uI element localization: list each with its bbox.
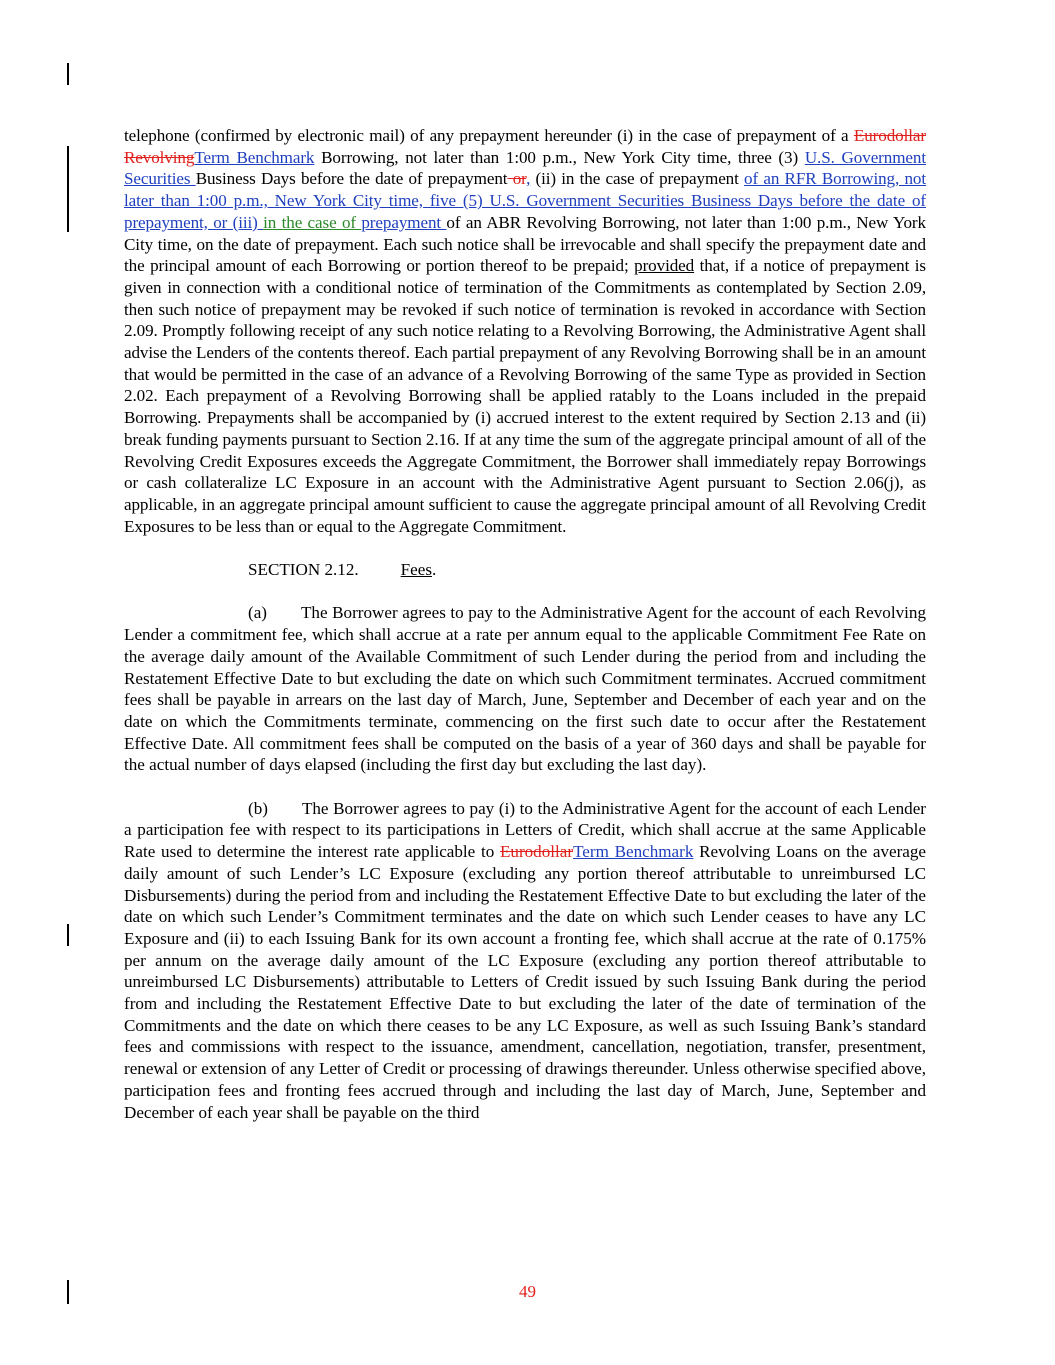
inserted-text: prepayment [361, 212, 447, 232]
moved-text: in the case of [263, 212, 362, 232]
text-run: that, if a notice of prepayment is given in connection with a conditional notice of termination of the Commitments as contemplated by Section 2.09, then such notice of prepayment may be revoked if such notice of termination is revoked in accordance with Section 2.09. Promptly following receipt of any such notice relating to a Revolving Borrowing, the Administrative Agent shall advise the Lenders of the contents thereof. Each partial prepayment of any Revolving Borrowing shall be in an amount that would be permitted in the case of an advance of a Revolving Borrowing of the same Type as provided in Section 2.02. Each prepayment of a Revolving Borrowing shall be applied ratably to the Loans included in the prepaid Borrowing. Prepayments shall be accompanied by (i) accrued interest to the extent required by Section 2.13 and (ii) break funding payments pursuant to Section 2.16. If at any time the sum of the aggregate principal amount of all of the Revolving Credit Exposures exceeds the Aggregate Commitment, the Borrower shall immediately repay Borrowings or cash collateralize LC Exposure in an account with the Administrative Agent pursuant to Section 2.06(j), as applicable, in an aggregate principal amount sufficient to cause the aggregate principal amount of all Revolving Credit Exposures to be less than or equal to the Aggregate Commitment. [124, 256, 926, 536]
deleted-text: or [507, 169, 527, 189]
inserted-text: of an RFR Borrowing, not later than 1:00 p.m., New York City time, five (5) U.S. Government Securities Business Days before the date of prepayment, or (iii) [124, 169, 926, 232]
section-title-period: . [431, 560, 437, 580]
underlined-term: provided [634, 256, 695, 276]
inserted-text: U.S. Government Securities [124, 147, 926, 189]
text-run: of an ABR Revolving Borrowing, not later than 1:00 p.m., New York City time, on the date of prepayment. Each such notice shall be irrevocable and shall specify the prepayment date and the principal amount of each Borrowing or portion thereof to be prepaid; [124, 212, 926, 276]
paragraph-a [124, 602, 926, 776]
section-title: Fees [400, 560, 432, 580]
paragraph-b-text-2: Revolving Loans on the average daily amount of such Lender’s LC Exposure (excluding any portion thereof attributable to unreimbursed LC Disbursements) during the period from and including the Restatement Effective Date to but excluding the later of the date on which such Lender’s Commitment terminates and the date on which such Lender ceases to have any LC Exposure and (ii) to each Issuing Bank for its own account a fronting fee, which shall accrue at the rate of 0.175% per annum on the average daily amount of the LC Exposure (excluding any portion thereof attributable to unreimbursed LC Disbursements) attributable to Letters of Credit issued by such Issuing Bank during the period from and including the Restatement Effective Date to but excluding the later of the date of termination of the Commitments and the date on which there ceases to be any LC Exposure, as well as such Issuing Bank’s standard fees and commissions with respect to the issuance, amendment, cancellation, negotiation, transfer, presentment, renewal or extension of any Letter of Credit or processing of drawings thereunder. Unless otherwise specified above, participation fees and fronting fees accrued through and including the last day of March, June, September and December of each year shall be payable on the third [124, 842, 926, 1122]
text-run: (ii) in the case of prepayment [530, 169, 745, 189]
paragraph-b-marker: (b) [248, 798, 268, 818]
prepayment-notice-paragraph [124, 125, 926, 537]
paragraph-a-marker: (a) [248, 603, 267, 623]
change-bar-top [67, 63, 69, 85]
inserted-text: Term Benchmark [194, 147, 315, 167]
inserted-text: , [526, 169, 531, 189]
change-bar-b [67, 924, 69, 946]
text-run: Borrowing, not later than 1:00 p.m., New York City time, three (3) [314, 147, 805, 167]
paragraph-b-text-1: The Borrower agrees to pay (i) to the Administrative Agent for the account of each Lender a participation fee with respect to its participations in Letters of Credit, which shall accrue at the same Applicable Rate used to determine the interest rate applicable to [124, 798, 926, 862]
inserted-text: Term Benchmark [573, 842, 694, 862]
paragraph-a-text: The Borrower agrees to pay to the Administrative Agent for the account of each Revolving Lender a commitment fee, which shall accrue at a rate per annum equal to the applicable Commitment Fee Rate on the average daily amount of the Available Commitment of such Lender during the period from and including the Restatement Effective Date to but excluding the date on which such Commitment terminates. Accrued commitment fees shall be payable in arrears on the last day of March, June, September and December of each year and on the date on which the Commitments terminate, commencing on the first such date to occur after the Restatement Effective Date. All commitment fees shall be computed on the basis of a year of 360 days and shall be payable for the actual number of days elapsed (including the first day but excluding the last day). [124, 603, 926, 775]
text-run: telephone (confirmed by electronic mail) of any prepayment hereunder (i) in the case of prepayment of a [124, 126, 854, 145]
paragraph-b [124, 798, 926, 1124]
deleted-text: Eurodollar Revolving [124, 126, 926, 167]
section-number: SECTION 2.12. [248, 560, 359, 580]
change-bar-p1 [67, 146, 69, 232]
section-heading [124, 559, 926, 581]
deleted-text: Eurodollar [499, 842, 574, 862]
text-run: Business Days before the date of prepayment [195, 169, 508, 189]
body-text [124, 125, 926, 1123]
page-number: 49 [519, 1282, 536, 1301]
